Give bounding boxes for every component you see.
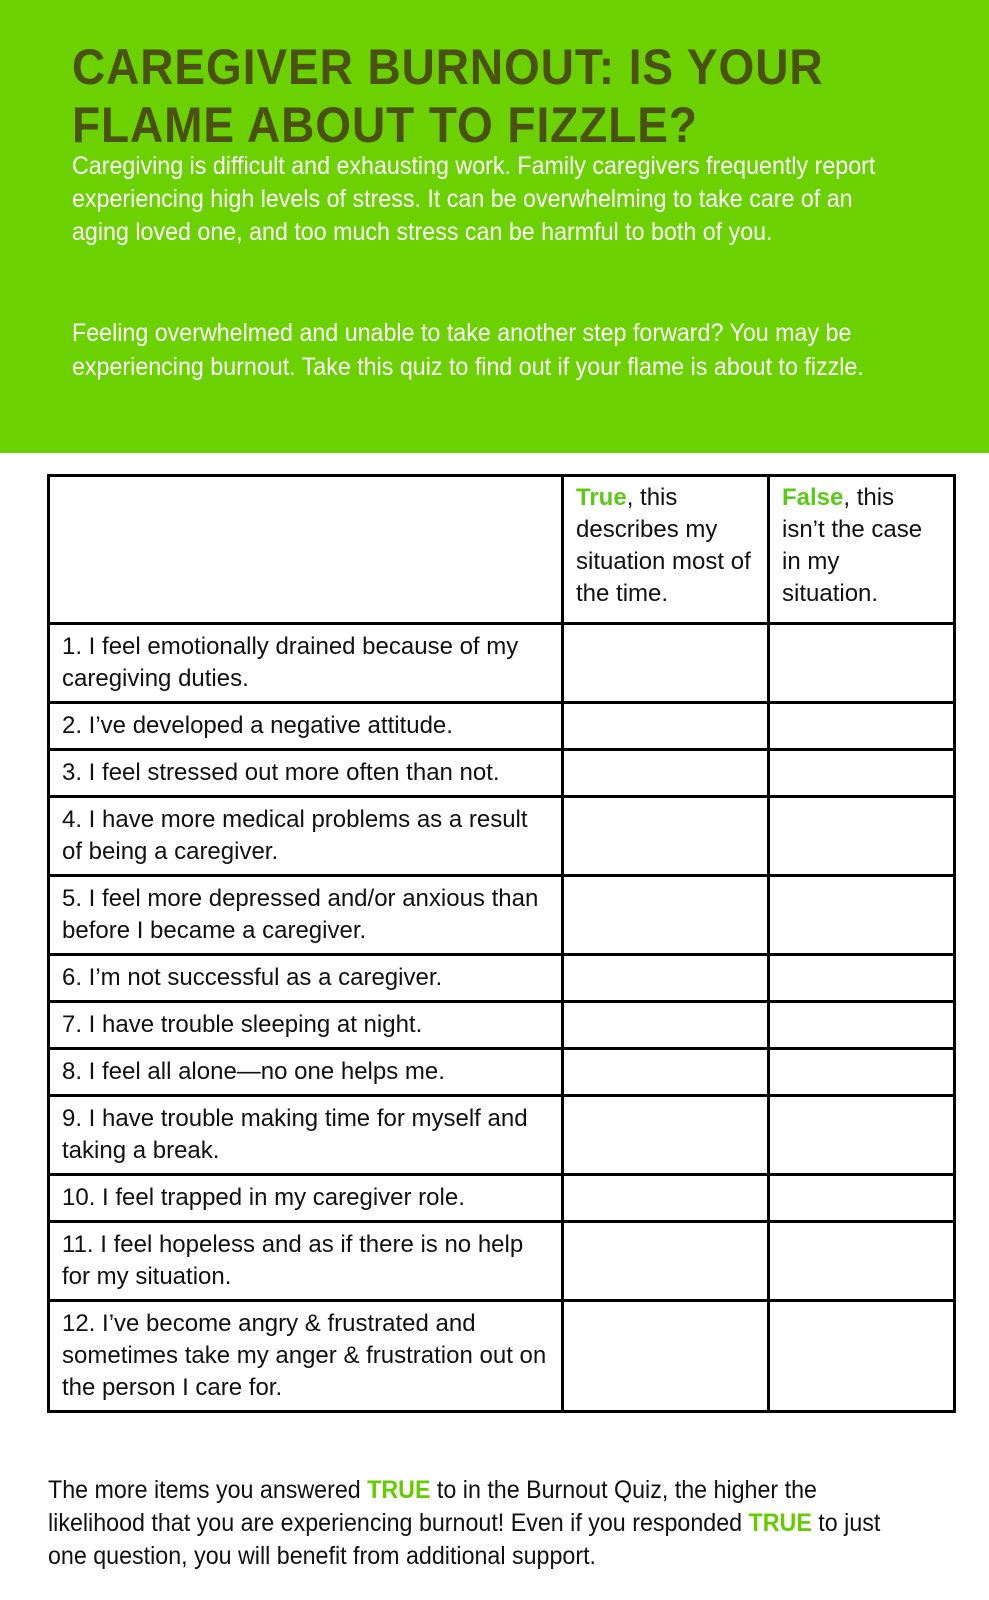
true-highlight: TRUE bbox=[748, 1509, 812, 1537]
quiz-row bbox=[49, 1096, 955, 1175]
false-answer-cell[interactable] bbox=[769, 703, 955, 750]
footer-text-2: to in the Burnout Quiz, the higher the likelihood that you are experiencing burnout! Even if you responded bbox=[48, 1476, 817, 1537]
quiz-header-row bbox=[49, 476, 955, 624]
quiz-row bbox=[49, 876, 955, 955]
true-keyword: True bbox=[576, 484, 627, 511]
false-column-header bbox=[769, 476, 955, 624]
true-answer-cell[interactable] bbox=[563, 797, 769, 876]
false-answer-cell[interactable] bbox=[769, 1096, 955, 1175]
false-answer-cell[interactable] bbox=[769, 1175, 955, 1222]
quiz-row bbox=[49, 1222, 955, 1301]
intro-paragraph-2: Feeling overwhelmed and unable to take another step forward? You may be experiencing burnout. Take this quiz to find out if your flame is about to fizzle. bbox=[72, 319, 864, 381]
false-answer-cell[interactable] bbox=[769, 1222, 955, 1301]
footer-text-1: The more items you answered bbox=[48, 1476, 368, 1504]
quiz-statement: 6. I’m not successful as a caregiver. bbox=[49, 955, 563, 1002]
page-title bbox=[72, 38, 891, 154]
quiz-row bbox=[49, 1002, 955, 1049]
true-answer-cell[interactable] bbox=[563, 1175, 769, 1222]
quiz-statement: 12. I’ve become angry & frustrated and sometimes take my anger & frustration out on the person I care for. bbox=[49, 1301, 563, 1412]
quiz-row bbox=[49, 1301, 955, 1412]
quiz-statement: 3. I feel stressed out more often than not. bbox=[49, 750, 563, 797]
true-answer-cell[interactable] bbox=[563, 955, 769, 1002]
false-answer-cell[interactable] bbox=[769, 1301, 955, 1412]
false-answer-cell[interactable] bbox=[769, 955, 955, 1002]
quiz-statement: 11. I feel hopeless and as if there is no help for my situation. bbox=[49, 1222, 563, 1301]
quiz-statement: 9. I have trouble making time for myself and taking a break. bbox=[49, 1096, 563, 1175]
true-answer-cell[interactable] bbox=[563, 703, 769, 750]
quiz-statement: 10. I feel trapped in my caregiver role. bbox=[49, 1175, 563, 1222]
quiz-row bbox=[49, 955, 955, 1002]
false-answer-cell[interactable] bbox=[769, 797, 955, 876]
true-answer-cell[interactable] bbox=[563, 1049, 769, 1096]
false-answer-cell[interactable] bbox=[769, 876, 955, 955]
quiz-row bbox=[49, 703, 955, 750]
false-description: , this isn’t the case in my situation. bbox=[782, 484, 923, 607]
quiz-statement: 2. I’ve developed a negative attitude. bbox=[49, 703, 563, 750]
quiz-statement: 1. I feel emotionally drained because of my caregiving duties. bbox=[49, 624, 563, 703]
false-answer-cell[interactable] bbox=[769, 624, 955, 703]
results-explanation bbox=[48, 1474, 894, 1573]
true-answer-cell[interactable] bbox=[563, 1096, 769, 1175]
true-answer-cell[interactable] bbox=[563, 876, 769, 955]
title-line-2: FLAME ABOUT TO FIZZLE? bbox=[72, 97, 698, 153]
header-banner bbox=[0, 0, 989, 453]
title-line-1: CAREGIVER BURNOUT: IS YOUR bbox=[72, 39, 824, 95]
quiz-statement: 7. I have trouble sleeping at night. bbox=[49, 1002, 563, 1049]
quiz-statement: 5. I feel more depressed and/or anxious than before I became a caregiver. bbox=[49, 876, 563, 955]
true-description: , this describes my situation most of the time. bbox=[576, 484, 751, 607]
false-answer-cell[interactable] bbox=[769, 1002, 955, 1049]
true-answer-cell[interactable] bbox=[563, 750, 769, 797]
true-answer-cell[interactable] bbox=[563, 1222, 769, 1301]
intro-paragraph-1: Caregiving is difficult and exhausting work. Family caregivers frequently report experiencing high levels of stress. It can be overwhelming to take care of an aging loved one, and too much stress can be harmful to both of you. bbox=[72, 152, 876, 246]
true-answer-cell[interactable] bbox=[563, 1002, 769, 1049]
true-highlight: TRUE bbox=[367, 1476, 431, 1504]
quiz-row bbox=[49, 1049, 955, 1096]
quiz-row bbox=[49, 1175, 955, 1222]
quiz-row bbox=[49, 750, 955, 797]
false-answer-cell[interactable] bbox=[769, 750, 955, 797]
burnout-quiz-table bbox=[47, 474, 956, 1413]
true-answer-cell[interactable] bbox=[563, 1301, 769, 1412]
statement-column-header bbox=[49, 476, 563, 624]
true-column-header bbox=[563, 476, 769, 624]
true-answer-cell[interactable] bbox=[563, 624, 769, 703]
quiz-row bbox=[49, 624, 955, 703]
quiz-row bbox=[49, 797, 955, 876]
false-keyword: False bbox=[782, 484, 844, 511]
footer-text-3: to just one question, you will benefit from additional support. bbox=[48, 1509, 881, 1570]
false-answer-cell[interactable] bbox=[769, 1049, 955, 1096]
quiz-statement: 8. I feel all alone—no one helps me. bbox=[49, 1049, 563, 1096]
quiz-statement: 4. I have more medical problems as a result of being a caregiver. bbox=[49, 797, 563, 876]
